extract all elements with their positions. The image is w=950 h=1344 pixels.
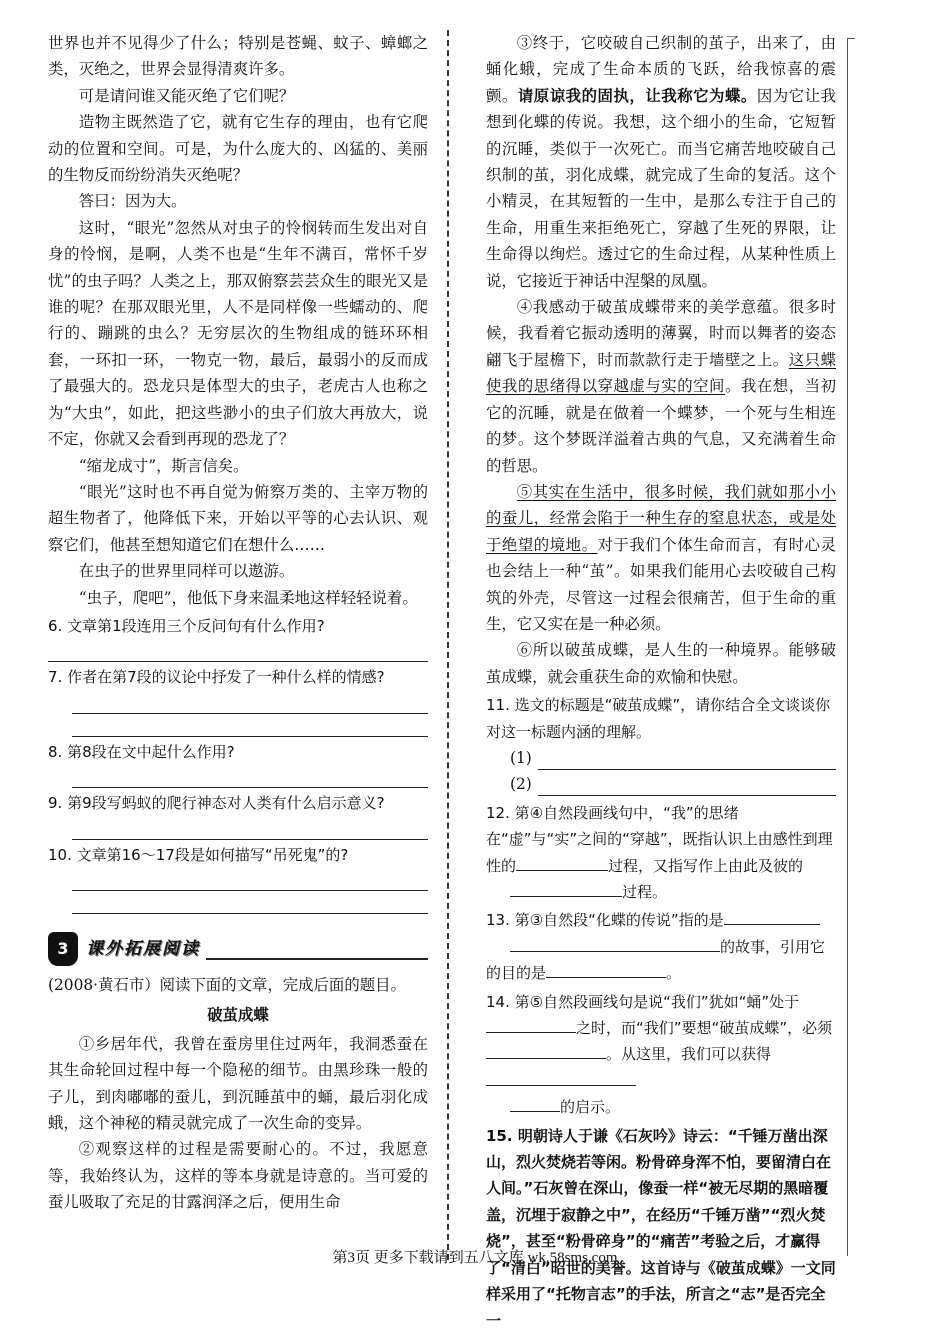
fill-blank[interactable] [486, 1042, 606, 1059]
answer-line[interactable] [48, 639, 428, 662]
paragraph-3: ③终于，它咬破自己织制的茧子，出来了，由蛹化蛾，完成了生命本质的飞跃，给我惊喜的震颤。请原谅我的固执，让我称它为蝶。因为它让我想到化蝶的传说。我想，这个细小的生命，它短暂的沉睡，类似于一次死亡。而当它痛苦地咬破自己织制的茧，羽化成蝶，就完成了生命的复活。这个小精灵，在其短暂的一生中，是那么专注于自己的生命，用重生来拒绝死亡，穿越了生死的界限，让生命得以绚烂。透过它的生命过程，从某种性质上说，它接近于神话中涅槃的凤凰。 [486, 34, 836, 290]
paragraph: 造物主既然造了它，就有它生存的理由，也有它爬动的位置和空间。可是，为什么庞大的、凶猛的、美丽的生物反而纷纷消失灭绝呢？ [48, 113, 428, 185]
answer-line[interactable] [72, 765, 428, 788]
paragraph: 这时，“眼光”忽然从对虫子的怜悯转而生发出对自身的怜悯，是啊，人类不也是“生年不满百，常怀千岁忧”的虫子吗？人类之上，那双俯察芸芸众生的眼光又是谁的呢？在那双眼光里，人不是同样像一些蠕动的、爬行的、蹦跳的虫么？无穷层次的生物组成的链环环相套，一环扣一环，一物克一物，最后，最弱小的反而成了最强大的。恐龙只是体型大的虫子，老虎古人也称之为“大虫”，如此，把这些渺小的虫子们放大再放大，说不定，你就又会看到再现的恐龙了？ [48, 218, 428, 449]
paragraph: ①乡居年代，我曾在蚕房里住过两年，我洞悉蚕在其生命轮回过程中每一个隐秘的细节。由黑珍珠一般的子儿，到肉嘟嘟的蚕儿，到沉睡茧中的蛹，最后羽化成蛾，这个神秘的精灵就完成了一次生命的变异。 [48, 1034, 428, 1132]
answer-row: (1) [510, 745, 836, 771]
question-12: 12. 第④自然段画线句中，“我”的思绪在“虚”与“实”之间的“穿越”，既指认识上由感性到理性的 过程，又指写作上由此及彼的 过程。 [486, 803, 833, 901]
answer-line[interactable] [538, 747, 836, 770]
answer-line[interactable] [72, 714, 428, 737]
fill-blank[interactable] [510, 880, 622, 897]
reading-intro: (2008·黄石市）阅读下面的文章，完成后面的题目。 [48, 975, 406, 994]
fill-blank[interactable] [486, 1069, 636, 1086]
question-10: 10. 文章第16～17段是如何描写“吊死鬼”的? [48, 845, 349, 864]
answer-line[interactable] [538, 773, 836, 796]
paragraph: ②观察这样的过程是需要耐心的。不过，我愿意等，我始终认为，这样的等本身就是诗意的。当可爱的蚕儿吸取了充足的甘露润泽之后，便用生命 [48, 1140, 428, 1212]
margin-rule-tick [847, 38, 855, 39]
fill-blank[interactable] [510, 1095, 560, 1112]
answer-line[interactable] [72, 817, 428, 840]
book-icon: 3 [48, 932, 78, 966]
question-8: 8. 第8段在文中起什么作用? [48, 742, 235, 761]
answer-line[interactable] [72, 868, 428, 891]
fill-blank[interactable] [546, 961, 666, 978]
header-rule [206, 938, 428, 960]
paragraph: 可是请问谁又能灭绝了它们呢？ [78, 86, 295, 105]
paragraph: “缩龙成寸”，斯言信矣。 [78, 456, 249, 475]
left-column [48, 30, 428, 1216]
question-13: 13. 第③自然段“化蝶的传说”指的是 的故事，引用它的目的是 。 [486, 907, 836, 986]
extension-reading-header [48, 932, 428, 966]
answer-row: (2) [510, 771, 836, 797]
right-column [486, 30, 836, 1334]
question-9: 9. 第9段写蚂蚁的爬行神态对人类有什么启示意义? [48, 794, 385, 813]
question-11: 11. 选文的标题是“破茧成蝶”，请你结合全文谈谈你对这一标题内涵的理解。 [486, 696, 831, 741]
underlined-sentence: 这只蝶使我的思绪得以穿越虚与实的空间 [486, 350, 836, 396]
extension-title: 课外拓展阅读 [86, 938, 200, 959]
paragraph: 在虫子的世界里同样可以遨游。 [78, 562, 295, 581]
question-7: 7. 作者在第7段的议论中抒发了一种什么样的情感? [48, 668, 385, 687]
article-title: 破茧成蝶 [207, 1006, 269, 1025]
paragraph-6: ⑥所以破茧成蝶，是人生的一种境界。能够破茧成蝶，就会重获生命的欢愉和快慰。 [486, 641, 836, 686]
page-footer: 第3页 更多下载请到五八文库 wk.58sms.com [332, 1250, 618, 1266]
question-6: 6. 文章第1段连用三个反问句有什么作用? [48, 616, 325, 635]
paragraph: 答曰：因为大。 [78, 192, 187, 211]
answer-line[interactable] [72, 691, 428, 714]
answer-line[interactable] [72, 891, 428, 914]
fill-blank[interactable] [510, 935, 720, 952]
fill-blank[interactable] [486, 1016, 576, 1033]
paragraph-4: ④我感动于破茧成蝶带来的美学意蕴。很多时候，我看着它振动透明的薄翼，时而以舞者的姿态翩飞于屋檐下，时而款款行走于墙壁之上。这只蝶使我的思绪得以穿越虚与实的空间。我在想，当初它的沉睡，就是在做着一个蝶梦，一个死与生相连的梦。这个梦既洋溢着古典的气息，又充满着生命的哲思。 [486, 298, 836, 475]
question-15: 15. 明朝诗人于谦《石灰吟》诗云：“千锤万凿出深山，烈火焚烧若等闲。粉骨碎身浑不怕，要留清白在人间。”石灰曾在深山，像蚕一样“被无尽期的黑暗覆盖，沉埋于寂静之中”，在经历“千锤万凿”“烈火焚烧”，甚至“粉骨碎身”的“痛苦”考验之后，才赢得了“清白”昭世的美誉。这首诗与《破茧成蝶》一文同样采用了“托物言志”的手法，所言之“志”是否完全一 [486, 1126, 836, 1330]
paragraph: “眼光”这时也不再自觉为俯察万类的、主宰万物的超生物者了，他降低下来，开始以平等的心去认识、观察它们，他甚至想知道它们在想什么…… [48, 482, 428, 554]
paragraph-5: ⑤其实在生活中，很多时候，我们就如那小小的蚕儿，经常会陷于一种生存的窒息状态，或是处于绝望的境地。对于我们个体生命而言，有时心灵也会结上一种“茧”。如果我们能用心去咬破自己构筑的外壳，尽管这一过程会很痛苦，但于生命的重生，它又实在是一种必须。 [486, 482, 836, 633]
margin-rule [847, 38, 848, 1256]
fill-blank[interactable] [516, 854, 608, 871]
question-14: 14. 第⑤自然段画线句是说“我们”犹如“蛹”处于之时，而“我们”要想“破茧成蝶”，必须。从这里，我们可以获得 的启示。 [486, 992, 833, 1117]
paragraph: 世界也并不见得少了什么；特别是苍蝇、蚊子、蟑螂之类，灭绝之，世界会显得清爽许多。 [48, 34, 428, 79]
fill-blank[interactable] [724, 908, 820, 925]
paragraph: “虫子，爬吧”，他低下身来温柔地这样轻轻说着。 [78, 588, 418, 607]
underlined-sentence: ⑤其实在生活中，很多时候，我们就如那小小的蚕儿，经常会陷于一种生存的窒息状态，或是处于绝望的境地。 [486, 482, 836, 554]
column-divider [447, 30, 449, 1260]
